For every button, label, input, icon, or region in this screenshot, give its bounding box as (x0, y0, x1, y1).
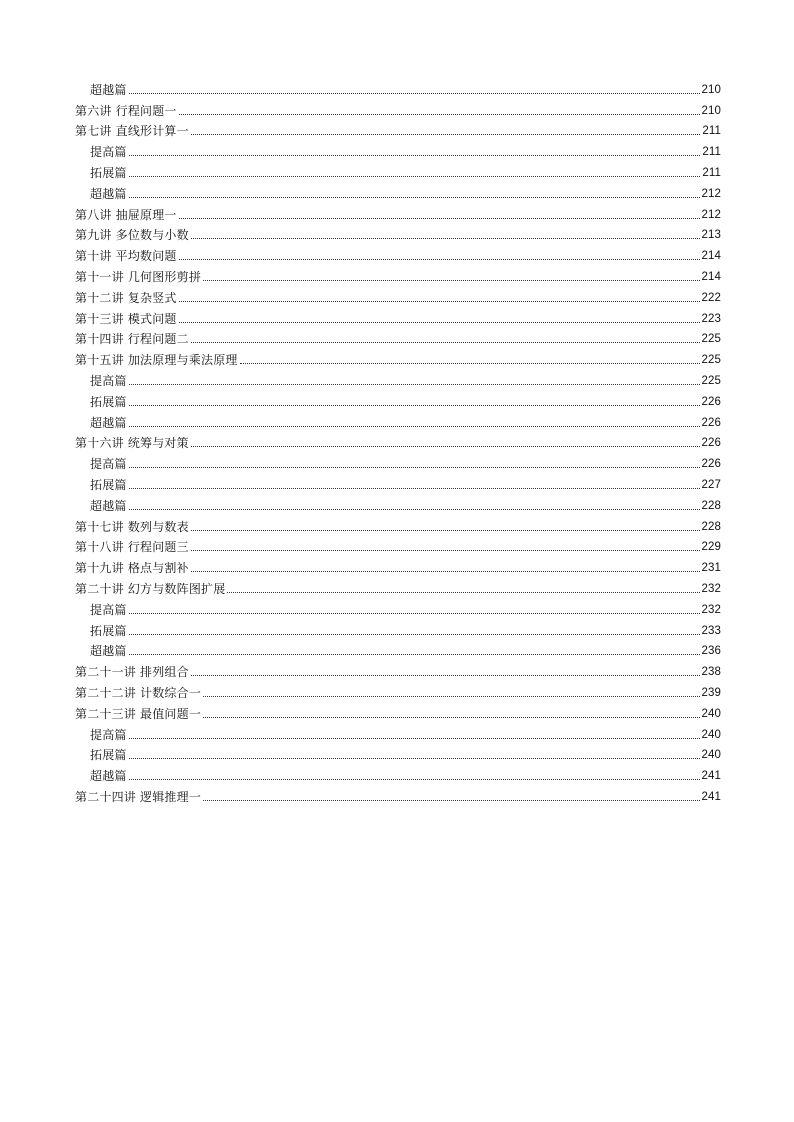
toc-entry-title: 拓展篇 (90, 165, 127, 180)
dot-leader (179, 301, 700, 302)
toc-entry[interactable] (75, 305, 721, 326)
toc-entry-page-number: 227 (701, 478, 721, 491)
dot-leader (203, 800, 699, 801)
toc-subentry[interactable] (75, 450, 721, 471)
toc-entry-title: 拓展篇 (90, 394, 127, 409)
toc-entry-page-number: 226 (701, 416, 721, 429)
dot-leader (129, 155, 701, 156)
toc-entry[interactable] (75, 658, 721, 679)
toc-entry-page-number: 226 (701, 395, 721, 408)
dot-leader (129, 384, 700, 385)
dot-leader (191, 238, 700, 239)
toc-entry-page-number: 210 (701, 104, 721, 117)
toc-entry[interactable] (75, 118, 721, 139)
toc-entry-title: 拓展篇 (90, 477, 127, 492)
dot-leader (129, 509, 700, 510)
toc-entry-title: 第二十三讲 最值问题一 (75, 706, 202, 721)
toc-entry-page-number: 226 (701, 458, 721, 471)
toc-entry[interactable] (75, 242, 721, 263)
dot-leader (129, 197, 700, 198)
toc-entry-page-number: 232 (701, 582, 721, 595)
dot-leader (191, 446, 700, 447)
dot-leader (129, 426, 700, 427)
toc-entry-page-number: 228 (701, 499, 721, 512)
toc-entry-title: 第九讲 多位数与小数 (75, 228, 189, 243)
toc-entry-title: 超越篇 (90, 644, 127, 659)
dot-leader (191, 530, 700, 531)
toc-entry-page-number: 225 (701, 333, 721, 346)
toc-entry-page-number: 226 (701, 437, 721, 450)
toc-entry-title: 超越篇 (90, 415, 127, 430)
toc-entry-page-number: 241 (701, 790, 721, 803)
toc-entry[interactable] (75, 554, 721, 575)
toc-entry-title: 拓展篇 (90, 748, 127, 763)
toc-subentry[interactable] (75, 367, 721, 388)
toc-entry-page-number: 232 (701, 603, 721, 616)
toc-entry-page-number: 241 (701, 770, 721, 783)
toc-entry-title: 第十四讲 行程问题二 (75, 332, 189, 347)
toc-subentry[interactable] (75, 409, 721, 430)
toc-entry-page-number: 236 (701, 645, 721, 658)
toc-entry-title: 第十八讲 行程问题三 (75, 540, 189, 555)
dot-leader (179, 114, 700, 115)
toc-subentry[interactable] (75, 159, 721, 180)
toc-entry-title: 拓展篇 (90, 623, 127, 638)
toc-entry-page-number: 228 (701, 520, 721, 533)
toc-entry-title: 第十三讲 模式问题 (75, 311, 177, 326)
toc-entry-page-number: 223 (701, 312, 721, 325)
dot-leader (191, 571, 700, 572)
toc-entry-title: 第二十讲 幻方与数阵图扩展 (75, 581, 226, 596)
toc-entry-title: 超越篇 (90, 186, 127, 201)
dot-leader (129, 176, 701, 177)
toc-subentry[interactable] (75, 762, 721, 783)
toc-entry[interactable] (75, 326, 721, 347)
dot-leader (191, 134, 701, 135)
dot-leader (203, 696, 699, 697)
toc-entry[interactable] (75, 97, 721, 118)
dot-leader (129, 758, 700, 759)
toc-entry[interactable] (75, 430, 721, 451)
toc-entry-title: 超越篇 (90, 769, 127, 784)
toc-entry-page-number: 214 (701, 250, 721, 263)
toc-entry[interactable] (75, 534, 721, 555)
toc-entry-title: 第十五讲 加法原理与乘法原理 (75, 353, 238, 368)
toc-entry-title: 超越篇 (90, 498, 127, 513)
toc-entry-title: 第十讲 平均数问题 (75, 249, 177, 264)
dot-leader (129, 634, 700, 635)
toc-entry-page-number: 240 (701, 749, 721, 762)
dot-leader (129, 779, 700, 780)
toc-subentry[interactable] (75, 617, 721, 638)
toc-entry-title: 第二十二讲 计数综合一 (75, 685, 202, 700)
toc-entry-title: 第六讲 行程问题一 (75, 103, 177, 118)
toc-entry-title: 第十一讲 几何图形剪拼 (75, 269, 202, 284)
dot-leader (129, 738, 700, 739)
toc-entry[interactable] (75, 513, 721, 534)
toc-entry-page-number: 212 (701, 208, 721, 221)
toc-entry[interactable] (75, 783, 721, 804)
dot-leader (129, 488, 700, 489)
toc-entry-title: 超越篇 (90, 82, 127, 97)
toc-entry-page-number: 240 (701, 728, 721, 741)
toc-entry-page-number: 211 (702, 166, 721, 179)
dot-leader (203, 280, 699, 281)
toc-entry[interactable] (75, 263, 721, 284)
toc-entry-title: 第十六讲 统筹与对策 (75, 436, 189, 451)
toc-entry-title: 提高篇 (90, 145, 127, 160)
toc-entry-page-number: 225 (701, 374, 721, 387)
toc-entry[interactable] (75, 346, 721, 367)
toc-entry-title: 第二十一讲 排列组合 (75, 665, 189, 680)
dot-leader (129, 405, 700, 406)
toc-entry-page-number: 238 (701, 666, 721, 679)
toc-entry-page-number: 210 (701, 83, 721, 96)
toc-entry-page-number: 240 (701, 707, 721, 720)
toc-entry[interactable] (75, 575, 721, 596)
dot-leader (191, 342, 700, 343)
toc-entry[interactable] (75, 222, 721, 243)
toc-entry-page-number: 222 (701, 291, 721, 304)
toc-entry-page-number: 211 (702, 125, 721, 138)
toc-entry-page-number: 229 (701, 541, 721, 554)
toc-subentry[interactable] (75, 721, 721, 742)
toc-entry-title: 提高篇 (90, 727, 127, 742)
toc-subentry[interactable] (75, 742, 721, 763)
toc-entry[interactable] (75, 679, 721, 700)
toc-entry[interactable] (75, 700, 721, 721)
dot-leader (179, 322, 700, 323)
toc-entry-title: 第十二讲 复杂竖式 (75, 290, 177, 305)
toc-subentry[interactable] (75, 76, 721, 97)
toc-entry-title: 第二十四讲 逻辑推理一 (75, 789, 202, 804)
dot-leader (191, 675, 700, 676)
dot-leader (240, 363, 700, 364)
toc-entry-page-number: 239 (701, 686, 721, 699)
toc-subentry[interactable] (75, 471, 721, 492)
toc-entry-title: 第十九讲 格点与割补 (75, 561, 189, 576)
toc-subentry[interactable] (75, 138, 721, 159)
toc-subentry[interactable] (75, 388, 721, 409)
toc-subentry[interactable] (75, 492, 721, 513)
dot-leader (129, 654, 700, 655)
dot-leader (129, 613, 700, 614)
dot-leader (179, 218, 700, 219)
toc-entry-title: 提高篇 (90, 373, 127, 388)
toc-subentry[interactable] (75, 180, 721, 201)
toc-entry-page-number: 214 (701, 270, 721, 283)
toc-entry-page-number: 231 (701, 562, 721, 575)
dot-leader (191, 550, 700, 551)
dot-leader (203, 717, 699, 718)
toc-entry-title: 提高篇 (90, 457, 127, 472)
toc-entry-page-number: 233 (701, 624, 721, 637)
toc-entry-title: 提高篇 (90, 602, 127, 617)
toc-entry[interactable] (75, 284, 721, 305)
toc-entry-title: 第十七讲 数列与数表 (75, 519, 189, 534)
toc-entry-page-number: 212 (701, 187, 721, 200)
toc-entry-title: 第八讲 抽屉原理一 (75, 207, 177, 222)
toc-entry[interactable] (75, 201, 721, 222)
toc-entry-page-number: 211 (702, 146, 721, 159)
dot-leader (227, 592, 699, 593)
dot-leader (179, 259, 700, 260)
dot-leader (129, 467, 700, 468)
table-of-contents (75, 76, 721, 804)
toc-subentry[interactable] (75, 596, 721, 617)
toc-entry-page-number: 213 (701, 229, 721, 242)
toc-subentry[interactable] (75, 638, 721, 659)
toc-entry-page-number: 225 (701, 354, 721, 367)
toc-entry-title: 第七讲 直线形计算一 (75, 124, 189, 139)
dot-leader (129, 93, 700, 94)
